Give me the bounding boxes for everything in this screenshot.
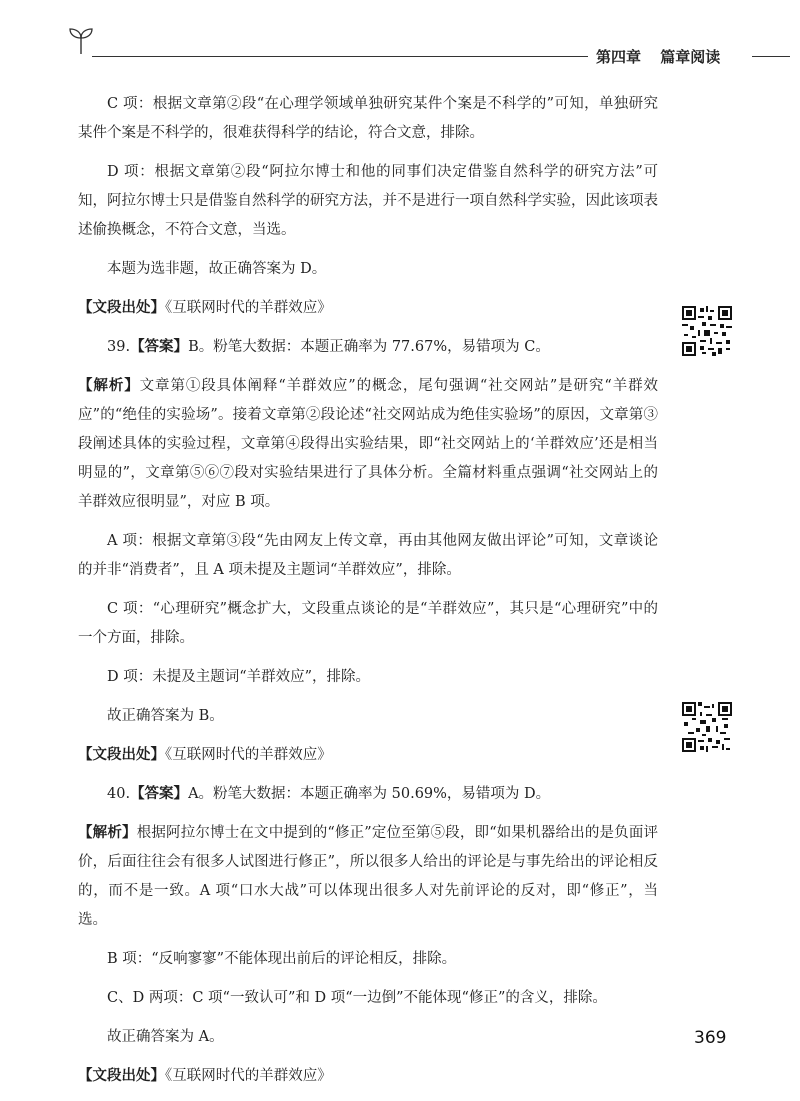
qr-code-icon[interactable] (682, 702, 732, 752)
source-line (78, 1062, 658, 1091)
chapter-number: 第四章 (596, 48, 642, 66)
source-line (78, 294, 658, 323)
source-line (78, 741, 658, 770)
paragraph: 本题为选非题，故正确答案为 D。 (107, 261, 327, 277)
header-rule (92, 56, 588, 57)
source-title: 《互联网时代的羊群效应》 (165, 747, 332, 763)
answer-label: 【答案】 (130, 339, 189, 355)
paragraph: 故正确答案为 A。 (107, 1029, 224, 1045)
paragraph: B 项：“反响寥寥”不能体现出前后的评论相反，排除。 (107, 951, 457, 967)
question-number: 39. (107, 339, 131, 355)
analysis-label: 【解析】 (78, 378, 140, 394)
chapter-title (596, 46, 734, 67)
paragraph: C 项：“心理研究”概念扩大，文段重点谈论的是“羊群效应”，其只是“心理研究”中的一个方面，排除。 (78, 601, 658, 646)
answer-label: 【答案】 (130, 786, 189, 802)
source-label: 【文段出处】 (78, 1068, 165, 1084)
question-number: 40. (107, 786, 131, 802)
source-title: 《互联网时代的羊群效应》 (165, 300, 332, 316)
answer-text: A。粉笔大数据：本题正确率为 50.69%，易错项为 D。 (188, 786, 551, 802)
page-number: 369 (694, 1028, 727, 1048)
leaf-icon (68, 26, 94, 56)
source-label: 【文段出处】 (78, 300, 165, 316)
answer-line-39 (78, 333, 658, 362)
paragraph: A 项：根据文章第③段“先由网友上传文章，再由其他网友做出评论”可知，文章谈论的并非“消费者”，且 A 项未提及主题词“羊群效应”，排除。 (78, 533, 658, 578)
answer-line-40 (78, 780, 658, 809)
qr-code-icon[interactable] (682, 306, 732, 356)
analysis-paragraph (78, 819, 658, 935)
analysis-text: 根据阿拉尔博士在文中提到的“修正”定位至第⑤段，即“如果机器给出的是负面评价，后面往往会有很多人试图进行修正”，所以很多人给出的评论是与事先给出的评论相反的，而不是一致。A 项“口水大战”可以体现出很多人对先前评论的反对，即“修正”，当选。 (78, 825, 658, 928)
paragraph: 故正确答案为 B。 (107, 708, 224, 724)
analysis-text: 文章第①段具体阐释“羊群效应”的概念，尾句强调“社交网站”是研究“羊群效应”的“绝佳的实验场”。接着文章第②段论述“社交网站成为绝佳实验场”的原因，文章第③段阐述具体的实验过程，文章第④段得出实验结果，即“社交网站上的‘羊群效应’还是相当明显的”，文章第⑤⑥⑦段对实验结果进行了具体分析。全篇材料重点强调“社交网站上的羊群效应很明显”，对应 B 项。 (78, 378, 659, 510)
paragraph: D 项：根据文章第②段“阿拉尔博士和他的同事们决定借鉴自然科学的研究方法”可知，阿拉尔博士只是借鉴自然科学的研究方法，并不是进行一项自然科学实验，因此该项表述偷换概念，不符合文意，当选。 (78, 164, 658, 238)
paragraph: C、D 两项：C 项“一致认可”和 D 项“一边倒”不能体现“修正”的含义，排除。 (107, 990, 607, 1006)
header-rule-right (752, 56, 790, 57)
section-title: 篇章阅读 (660, 48, 721, 66)
paragraph: C 项：根据文章第②段“在心理学领域单独研究某件个案是不科学的”可知，单独研究某件个案是不科学的，很难获得科学的结论，符合文意，排除。 (78, 96, 658, 141)
source-title: 《互联网时代的羊群效应》 (165, 1068, 332, 1084)
page-body (78, 90, 658, 1101)
page-header (0, 0, 800, 80)
paragraph: D 项：未提及主题词“羊群效应”，排除。 (107, 669, 371, 685)
analysis-label: 【解析】 (78, 825, 137, 841)
analysis-paragraph (78, 372, 658, 517)
source-label: 【文段出处】 (78, 747, 165, 763)
answer-text: B。粉笔大数据：本题正确率为 77.67%，易错项为 C。 (188, 339, 550, 355)
